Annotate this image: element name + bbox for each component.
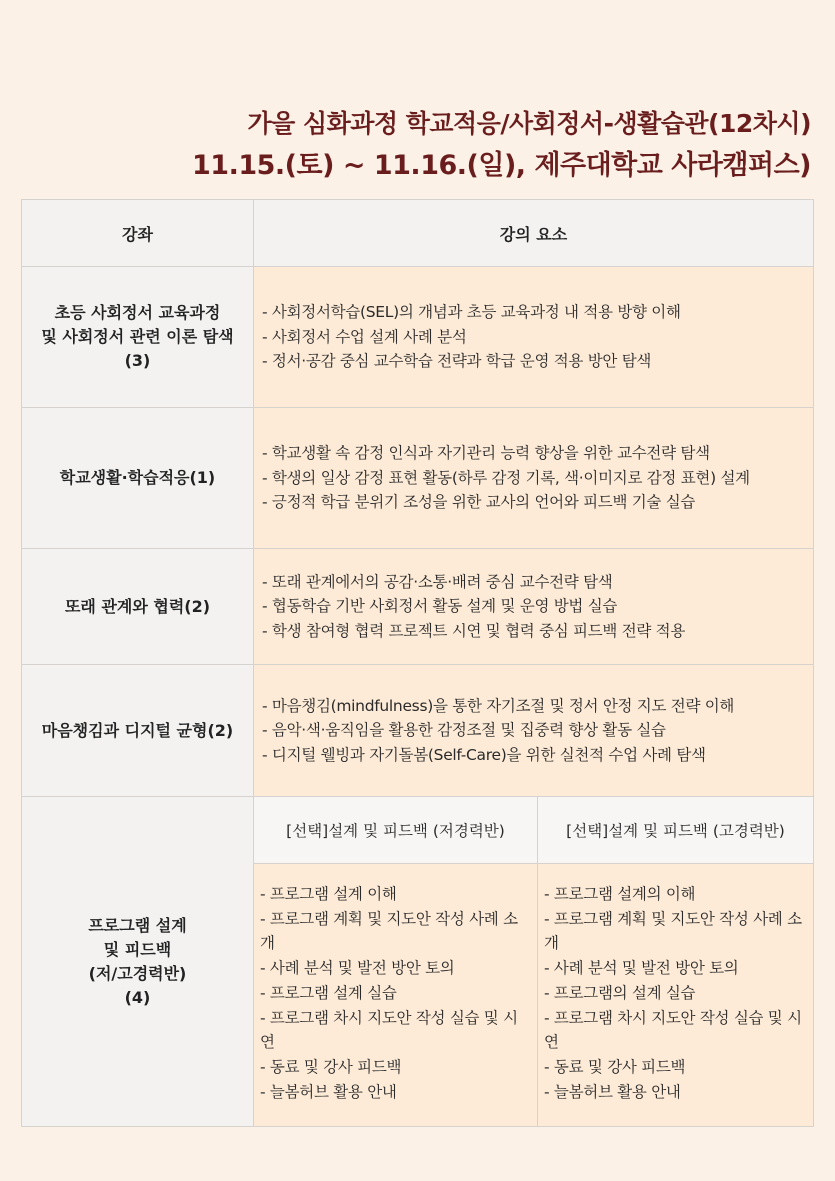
list-item: - 사례 분석 및 발전 방안 토의 — [260, 959, 455, 978]
course-elements — [254, 549, 814, 665]
list-item: - 또래 관계에서의 공감·소통·배려 중심 교수전략 탐색 — [262, 572, 613, 591]
course-schedule-table — [21, 199, 814, 1127]
track-header-senior: [선택]설계 및 피드백 (고경력반) — [538, 797, 814, 864]
list-item: - 프로그램 차시 지도안 작성 실습 및 시연 — [260, 1008, 518, 1052]
table-row — [22, 665, 814, 797]
list-item: - 사회정서 수업 설계 사례 분석 — [262, 327, 467, 346]
list-item: - 디지털 웰빙과 자기돌봄(Self-Care)을 위한 실천적 수업 사례 탐색 — [262, 745, 706, 764]
title-block — [192, 108, 811, 184]
table-row — [22, 549, 814, 665]
track-header-junior: [선택]설계 및 피드백 (저경력반) — [254, 797, 538, 864]
list-item: - 프로그램 계획 및 지도안 작성 사례 소개 — [544, 909, 802, 953]
course-name: 학교생활·학습적응(1) — [22, 408, 254, 549]
table-header-row — [22, 200, 814, 267]
track-elements-senior — [538, 864, 814, 1127]
list-item: - 프로그램 계획 및 지도안 작성 사례 소개 — [260, 909, 518, 953]
list-item: - 학생의 일상 감정 표현 활동(하루 감정 기록, 색·이미지로 감정 표현) 설계 — [262, 468, 750, 487]
list-item: - 프로그램 설계의 이해 — [544, 885, 696, 903]
header-course: 강좌 — [22, 200, 254, 267]
list-item: - 협동학습 기반 사회정서 활동 설계 및 운영 방법 실습 — [262, 597, 618, 616]
course-name: 또래 관계와 협력(2) — [22, 549, 254, 665]
list-item: - 긍정적 학급 분위기 조성을 위한 교사의 언어와 피드백 기술 실습 — [262, 493, 696, 512]
course-name: 초등 사회정서 교육과정 및 사회정서 관련 이론 탐색 (3) — [22, 267, 254, 408]
list-item: - 사례 분석 및 발전 방안 토의 — [544, 959, 739, 978]
list-item: - 프로그램 설계 이해 — [260, 885, 397, 903]
course-elements — [254, 408, 814, 549]
list-item: - 동료 및 강사 피드백 — [260, 1057, 402, 1076]
header-elements: 강의 요소 — [254, 200, 814, 267]
course-elements — [254, 267, 814, 408]
table-row — [22, 408, 814, 549]
list-item: - 음악·색·움직임을 활용한 감정조절 및 집중력 향상 활동 실습 — [262, 721, 666, 740]
list-item: - 학교생활 속 감정 인식과 자기관리 능력 향상을 위한 교수전략 탐색 — [262, 444, 710, 463]
track-elements-junior — [254, 864, 538, 1127]
list-item: - 정서·공감 중심 교수학습 전략과 학급 운영 적용 방안 탐색 — [262, 352, 652, 371]
course-name: 마음챙김과 디지털 균형(2) — [22, 665, 254, 797]
page-subtitle-date-location: 11.15.(토) ~ 11.16.(일), 제주대학교 사라캠퍼스) — [192, 150, 811, 181]
list-item: - 학생 참여형 협력 프로젝트 시연 및 협력 중심 피드백 전략 적용 — [262, 621, 686, 640]
course-name: 프로그램 설계 및 피드백 (저/고경력반) (4) — [22, 797, 254, 1127]
table-row — [22, 797, 814, 864]
list-item: - 사회정서학습(SEL)의 개념과 초등 교육과정 내 적용 방향 이해 — [262, 303, 681, 322]
list-item: - 늘봄허브 활용 안내 — [260, 1082, 397, 1101]
list-item: - 마음챙김(mindfulness)을 통한 자기조절 및 정서 안정 지도 전략 이해 — [262, 696, 735, 715]
list-item: - 프로그램 차시 지도안 작성 실습 및 시연 — [544, 1008, 802, 1052]
page-title: 가을 심화과정 학교적응/사회정서-생활습관(12차시) — [247, 109, 811, 138]
list-item: - 프로그램 설계 실습 — [260, 983, 397, 1002]
list-item: - 프로그램의 설계 실습 — [544, 983, 696, 1002]
list-item: - 늘봄허브 활용 안내 — [544, 1082, 681, 1101]
course-elements — [254, 665, 814, 797]
table-row — [22, 267, 814, 408]
list-item: - 동료 및 강사 피드백 — [544, 1057, 686, 1076]
